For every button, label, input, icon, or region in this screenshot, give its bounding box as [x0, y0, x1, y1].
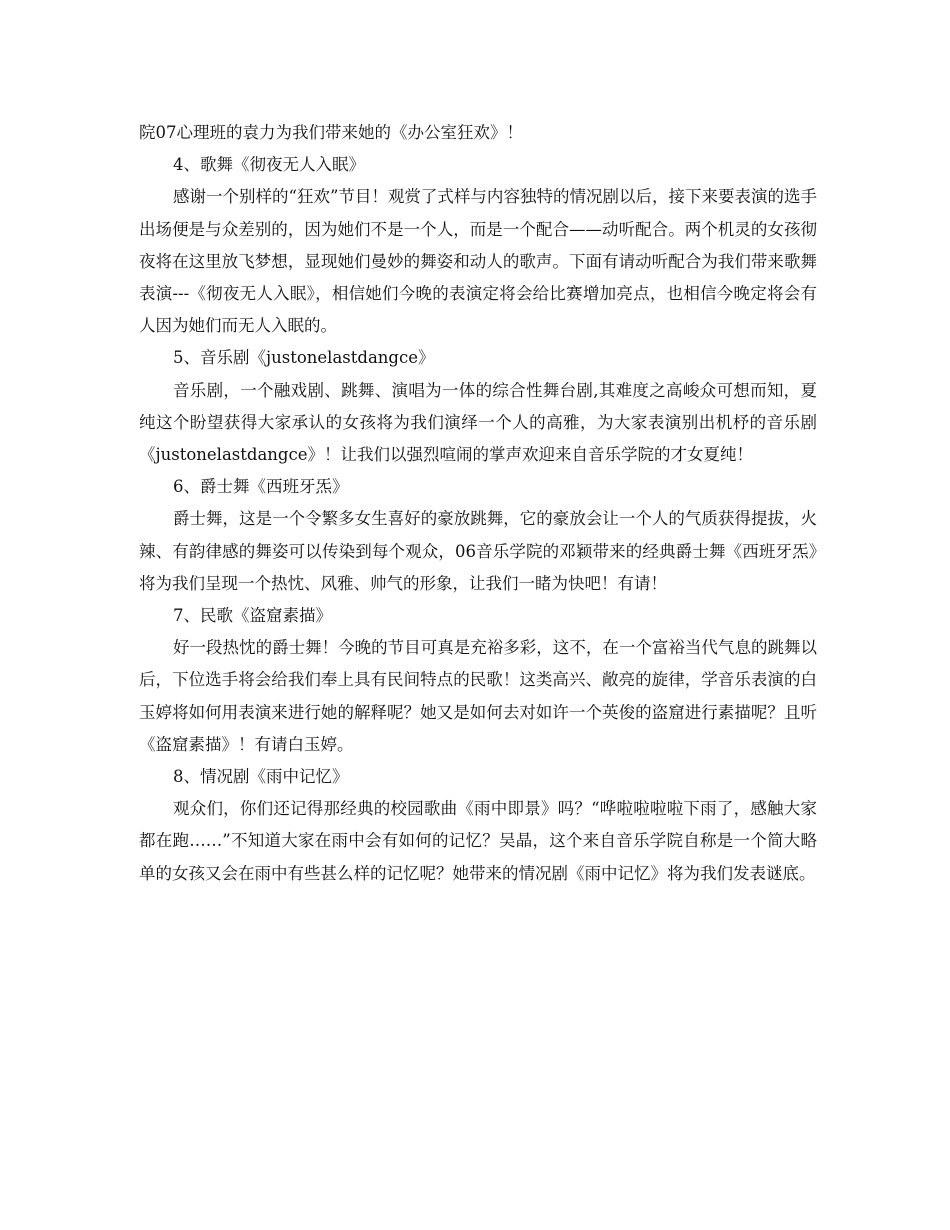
section-heading-5: 5、音乐剧《justonelastdangce》 [173, 348, 435, 368]
section-heading-4: 4、歌舞《彻夜无人入眠》 [173, 155, 365, 175]
paragraph-continued: 院07心理班的袁力为我们带来她的《办公室狂欢》！ [139, 123, 523, 142]
section-heading-7: 7、民歌《盗窟素描》 [173, 606, 332, 626]
paragraph-4: 感谢一个别样的“狂欢”节目！观赏了式样与内容独特的情况剧以后，接下来要表演的选手出场便是与众差别的，因为她们不是一个人，而是一个配合——动听配合。两个机灵的女孩彻夜将在这里放飞梦想，显现她们曼妙的舞姿和动人的歌声。下面有请动听配合为我们带来歌舞表演---《彻夜无人入眠》，相信她们今晚的表演定将会给比赛增加亮点，也相信今晚定将会有人因为她们而无人入眠的。 [139, 187, 817, 336]
paragraph-7: 好一段热忱的爵士舞！今晚的节目可真是充裕多彩，这不，在一个富裕当代气息的跳舞以后，下位选手将会给我们奉上具有民间特点的民歌！这类高兴、敞亮的旋律，学音乐表演的白玉婷将如何用表演来进行她的解释呢？她又是如何去对如许一个英俊的盗窟进行素描呢？且听《盗窟素描》！有请白玉婷。 [139, 638, 817, 754]
document-body [139, 117, 817, 890]
paragraph-5: 音乐剧，一个融戏剧、跳舞、演唱为一体的综合性舞台剧,其难度之高峻众可想而知，夏纯这个盼望获得大家承认的女孩将为我们演绎一个人的高雅，为大家表演别出机杼的音乐剧《justonelastdangce》！让我们以强烈喧闹的掌声欢迎来自音乐学院的才女夏纯！ [139, 380, 817, 465]
section-heading-6: 6、爵士舞《西班牙炁》 [173, 477, 349, 497]
paragraph-6: 爵士舞，这是一个令繁多女生喜好的豪放跳舞，它的豪放会让一个人的气质获得提拔，火辣、有韵律感的舞姿可以传染到每个观众，06音乐学院的邓颖带来的经典爵士舞《西班牙炁》将为我们呈现一个热忱、风雅、帅气的形象，让我们一睹为快吧！有请！ [139, 509, 817, 593]
section-heading-8: 8、情况剧《雨中记忆》 [173, 767, 349, 787]
paragraph-8: 观众们，你们还记得那经典的校园歌曲《雨中即景》吗？“哗啦啦啦啦下雨了，感触大家都在跑……”不知道大家在雨中会有如何的记忆？吴晶，这个来自音乐学院自称是一个简大略单的女孩又会在雨中有些甚么样的记忆呢？她带来的情况剧《雨中记忆》将为我们发表谜底。 [139, 799, 817, 883]
